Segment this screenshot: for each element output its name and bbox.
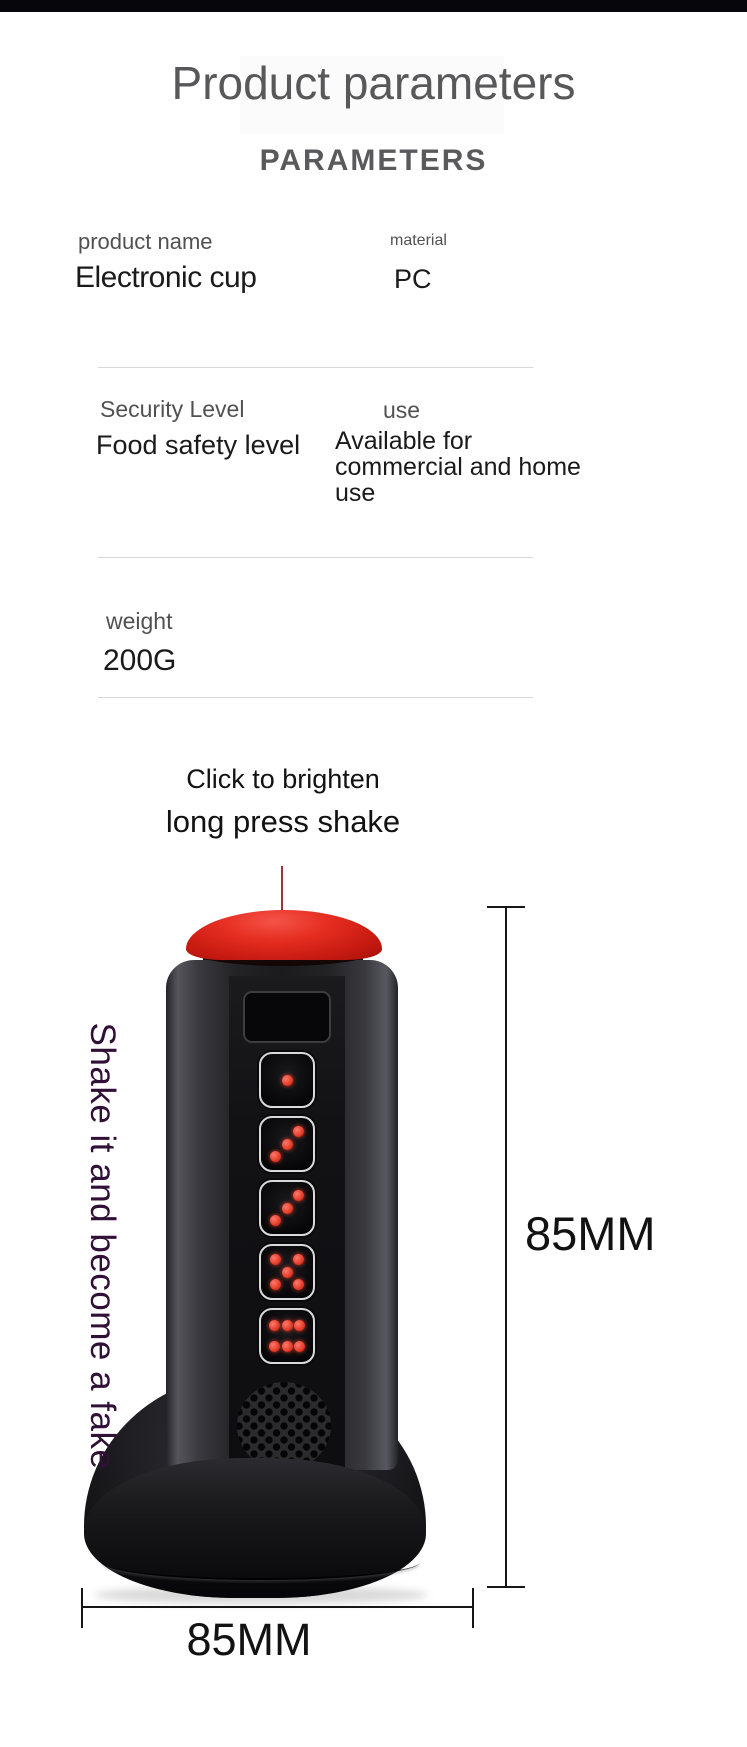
die-pip bbox=[294, 1341, 305, 1352]
die-pip bbox=[270, 1215, 281, 1226]
spec-label-security-level: Security Level bbox=[100, 396, 245, 422]
callout-line-1: Click to brighten bbox=[186, 764, 380, 794]
callout-line-2: long press shake bbox=[165, 804, 401, 839]
height-dimension-label: 85MM bbox=[525, 1207, 656, 1260]
die-pip bbox=[282, 1320, 293, 1331]
die-pip bbox=[270, 1151, 281, 1162]
top-bar bbox=[0, 0, 747, 12]
die-pip bbox=[293, 1279, 304, 1290]
die-window bbox=[259, 1244, 315, 1300]
die-window bbox=[259, 1116, 315, 1172]
die-window bbox=[259, 1052, 315, 1108]
die-pip bbox=[269, 1341, 280, 1352]
die-window bbox=[259, 1180, 315, 1236]
die-pip bbox=[293, 1190, 304, 1201]
spec-label-weight: weight bbox=[106, 608, 173, 634]
height-dimension-line bbox=[505, 907, 507, 1588]
dimension-tick bbox=[487, 1586, 525, 1588]
die-pip bbox=[293, 1126, 304, 1137]
page-subtitle: PARAMETERS bbox=[259, 144, 488, 177]
red-dome-button bbox=[186, 910, 382, 960]
width-dimension-label: 85MM bbox=[186, 1614, 312, 1665]
dimension-tick bbox=[81, 1588, 83, 1628]
divider bbox=[98, 557, 533, 558]
callout-pointer-line bbox=[281, 866, 283, 912]
width-dimension-line bbox=[82, 1606, 474, 1608]
spec-value-use: Available for commercial and home use bbox=[335, 427, 581, 507]
side-note-text: Shake it and become a fake bbox=[83, 1022, 122, 1470]
dice-stack bbox=[258, 1052, 316, 1382]
speaker-grille bbox=[237, 1382, 331, 1470]
page-title: Product parameters bbox=[171, 57, 576, 109]
display-window bbox=[243, 991, 331, 1043]
spec-value-material: PC bbox=[394, 264, 432, 294]
die-pip bbox=[294, 1320, 305, 1331]
die-pip bbox=[270, 1254, 281, 1265]
spec-value-security-level: Food safety level bbox=[96, 430, 301, 460]
spec-value-product-name: Electronic cup bbox=[75, 261, 257, 294]
die-pip bbox=[282, 1139, 293, 1150]
divider bbox=[98, 697, 533, 698]
spec-label-use: use bbox=[383, 397, 421, 423]
base-groove bbox=[102, 1544, 420, 1580]
dimension-tick bbox=[472, 1588, 474, 1628]
spec-label-material: material bbox=[390, 232, 447, 249]
spec-value-weight: 200G bbox=[103, 644, 177, 677]
die-window bbox=[259, 1308, 315, 1364]
die-pip bbox=[269, 1320, 280, 1331]
die-pip bbox=[282, 1075, 293, 1086]
divider bbox=[98, 367, 533, 368]
spec-label-product-name: product name bbox=[78, 229, 213, 254]
die-pip bbox=[270, 1279, 281, 1290]
die-pip bbox=[293, 1254, 304, 1265]
die-pip bbox=[282, 1341, 293, 1352]
die-pip bbox=[282, 1267, 293, 1278]
die-pip bbox=[282, 1203, 293, 1214]
base-shadow bbox=[94, 1586, 428, 1604]
